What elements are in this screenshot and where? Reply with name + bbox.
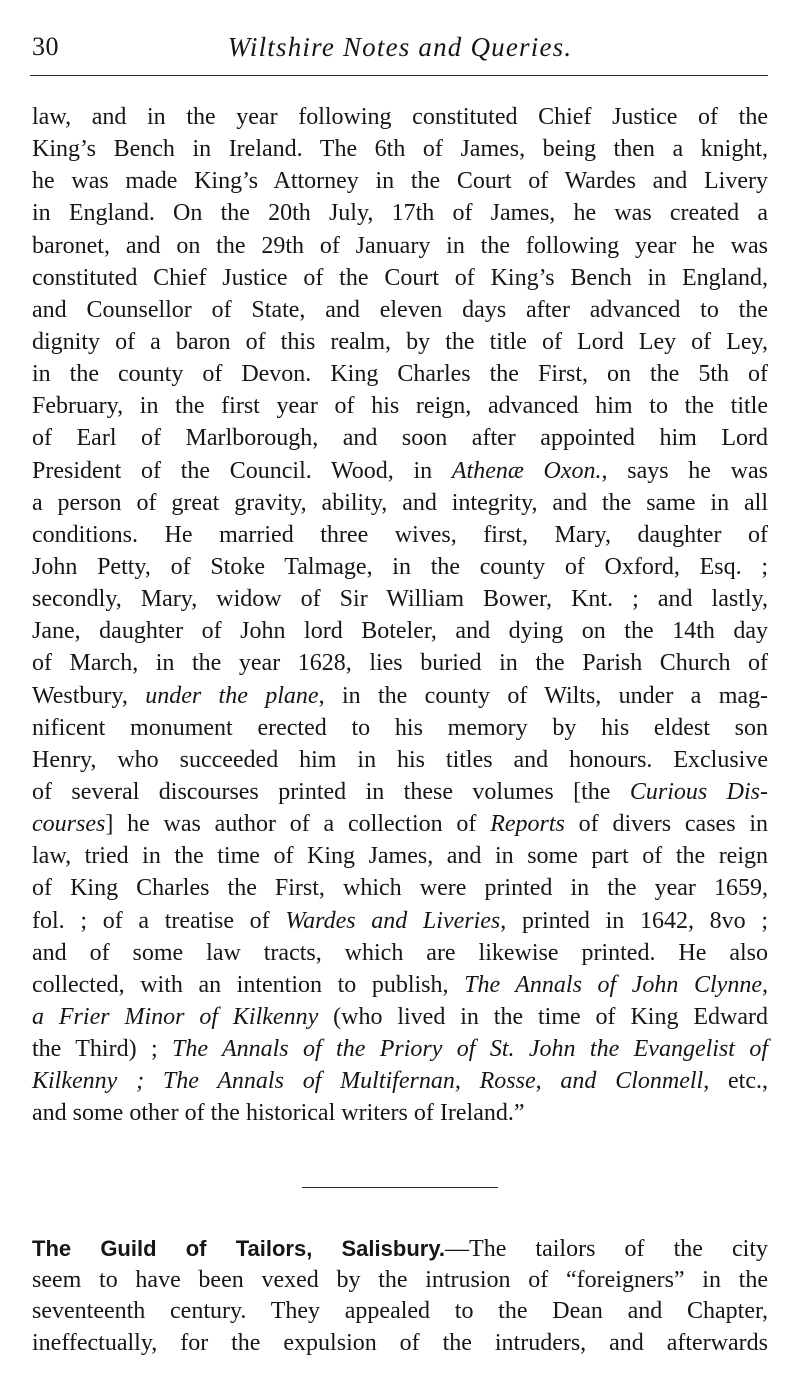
text-line xyxy=(32,680,768,712)
text-run: (who lived in the time of King Edward xyxy=(318,1003,768,1030)
text-line xyxy=(32,712,768,744)
text-line xyxy=(32,744,768,776)
text-line xyxy=(32,1328,768,1360)
italic-run: Athenæ Oxon. xyxy=(451,457,602,484)
text-line xyxy=(32,1065,768,1097)
text-line xyxy=(32,101,768,133)
text-run: February, in the first year of his reign, advanced him to the title xyxy=(32,393,768,420)
text-run: he was made King’s Attorney in the Court of Wardes and Livery xyxy=(32,168,768,195)
text-run: fol. ; of a treatise of xyxy=(32,907,286,934)
text-run: King’s Bench in Ireland. The 6th of James, being then a knight, xyxy=(32,136,768,163)
text-line xyxy=(32,422,768,454)
text-line xyxy=(32,937,768,969)
text-line xyxy=(32,647,768,679)
text-run: Jane, daughter of John lord Boteler, and dying on the 14th day xyxy=(32,618,768,645)
text-run: dignity of a baron of this realm, by the title of Lord Ley of Ley, xyxy=(32,328,768,355)
text-line xyxy=(32,455,768,487)
text-line xyxy=(32,872,768,904)
text-run: law, tried in the time of King James, and in some part of the reign xyxy=(32,843,768,870)
text-run: of March, in the year 1628, lies buried in the Parish Church of xyxy=(32,650,768,677)
section-divider xyxy=(302,1187,498,1188)
text-line xyxy=(32,551,768,583)
text-line xyxy=(32,262,768,294)
text-run: Westbury, xyxy=(32,682,146,709)
text-line xyxy=(32,1233,768,1265)
text-line xyxy=(32,1097,768,1129)
text-line xyxy=(32,615,768,647)
text-run: , in the county of Wilts, under a mag- xyxy=(318,682,769,709)
text-run: and some other of the historical writers of Ireland.” xyxy=(32,1100,525,1127)
text-run: in the county of Devon. King Charles the First, on the 5th of xyxy=(32,361,768,388)
text-run: seventeenth century. They appealed to the Dean and Chapter, xyxy=(32,1298,768,1324)
italic-run: The Annals of the Priory of St. John the Evangelist of xyxy=(172,1036,768,1063)
text-run: baronet, and on the 29th of January in the following year he was xyxy=(32,232,768,259)
page-number: 30 xyxy=(32,32,59,61)
text-line xyxy=(32,358,768,390)
text-line xyxy=(32,808,768,840)
text-line xyxy=(32,1265,768,1297)
italic-run: under the plane xyxy=(145,682,319,709)
text-run: of divers cases in xyxy=(564,811,769,838)
text-run: , etc., xyxy=(703,1068,768,1095)
italic-run: courses xyxy=(32,811,106,838)
text-line xyxy=(32,1296,768,1328)
text-run: of several discourses printed in these volumes [the xyxy=(32,778,630,805)
italic-run: a Frier Minor of Kilkenny xyxy=(32,1003,319,1030)
text-run: ] he was author of a collection of xyxy=(105,811,491,838)
guild-of-tailors-paragraph xyxy=(32,1233,768,1359)
text-line xyxy=(32,165,768,197)
text-run: seem to have been vexed by the intrusion of “foreigners” in the xyxy=(32,1266,768,1293)
text-run: nificent monument erected to his memory by his eldest son xyxy=(32,714,768,741)
italic-run: The Annals of John Clynne, xyxy=(464,971,768,998)
text-run: collected, with an intention to publish, xyxy=(32,971,465,998)
text-run: and of some law tracts, which are likewise printed. He also xyxy=(32,939,768,966)
text-run: secondly, Mary, widow of Sir William Bower, Knt. ; and lastly, xyxy=(32,586,768,613)
text-line xyxy=(32,390,768,422)
main-paragraph xyxy=(32,101,768,1130)
text-run: ineffectually, for the expulsion of the intruders, and afterwards xyxy=(32,1329,768,1356)
text-line xyxy=(32,1001,768,1033)
text-line xyxy=(32,326,768,358)
running-head xyxy=(32,30,768,70)
text-line xyxy=(32,487,768,519)
text-run: , printed in 1642, 8vo ; xyxy=(500,907,768,934)
text-line xyxy=(32,969,768,1001)
text-run: the Third) ; xyxy=(32,1036,173,1063)
text-run: law, and in the year following constituted Chief Justice of the xyxy=(32,104,768,130)
text-run: in England. On the 20th July, 17th of James, he was created a xyxy=(32,200,768,227)
text-run: —The tailors of the city xyxy=(445,1236,768,1262)
text-run: constituted Chief Justice of the Court of King’s Bench in England, xyxy=(32,264,768,291)
text-line xyxy=(32,905,768,937)
text-run: conditions. He married three wives, first, Mary, daughter of xyxy=(32,521,768,548)
text-line xyxy=(32,133,768,165)
text-line xyxy=(32,519,768,551)
text-run: and Counsellor of State, and eleven days after advanced to the xyxy=(32,296,768,323)
text-line xyxy=(32,230,768,262)
text-line xyxy=(32,583,768,615)
section-heading: The Guild of Tailors, Salisbury. xyxy=(32,1236,446,1261)
italic-run: Curious Dis- xyxy=(629,778,768,805)
italic-run: Kilkenny ; The Annals of Multifernan, Rosse, and Clonmell xyxy=(32,1068,704,1095)
text-line xyxy=(32,1033,768,1065)
text-line xyxy=(32,776,768,808)
text-line xyxy=(32,197,768,229)
running-title: Wiltshire Notes and Queries. xyxy=(227,32,573,62)
text-line xyxy=(32,840,768,872)
header-rule xyxy=(30,75,768,76)
text-run: of Earl of Marlborough, and soon after appointed him Lord xyxy=(32,425,768,452)
text-run: Henry, who succeeded him in his titles and honours. Exclusive xyxy=(32,746,768,773)
text-line xyxy=(32,294,768,326)
italic-run: Reports xyxy=(490,811,565,838)
text-run: a person of great gravity, ability, and integrity, and the same in all xyxy=(32,489,768,516)
text-run: of King Charles the First, which were printed in the year 1659, xyxy=(32,875,768,902)
italic-run: Wardes and Liveries xyxy=(285,907,501,934)
text-run: John Petty, of Stoke Talmage, in the county of Oxford, Esq. ; xyxy=(32,553,768,580)
text-run: President of the Council. Wood, in xyxy=(32,457,452,484)
text-run: , says he was xyxy=(601,457,768,484)
